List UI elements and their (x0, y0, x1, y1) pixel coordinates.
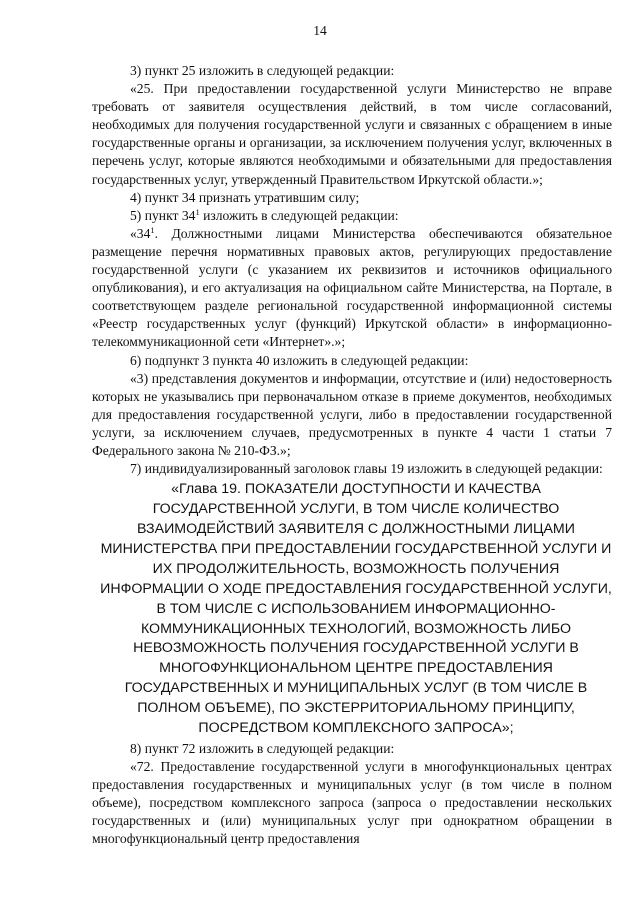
item-5-superscript: 1 (195, 206, 200, 217)
item-8: 8) пункт 72 изложить в следующей редакции: (130, 740, 395, 756)
item-4: 4) пункт 34 признать утратившим силу; (130, 189, 360, 205)
item-5-text-tail: изложить в следующей редакции: (199, 207, 399, 223)
quote-34-start: «34 (130, 225, 151, 241)
quote-paragraph-72: «72. Предоставление государственной услуги в многофункциональных центрах предоставления государственных и муниципальных услуг (в том числе в полном объеме), посредством комплексного запроса (запроса о предоставлении нескольких государственных и (или) муниципальных услуг при однократном обращении в многофункциональный центр предоставления (92, 759, 612, 847)
item-5-text: 5) пункт 34 (130, 207, 196, 223)
item-7: 7) индивидуализированный заголовок главы 19 изложить в следующей редакции: (130, 461, 603, 477)
item-3: 3) пункт 25 изложить в следующей редакции: (130, 63, 395, 78)
quote-paragraph-34-1 (92, 225, 612, 352)
item-5 (92, 207, 612, 225)
page-number: 14 (313, 23, 327, 38)
quote-34-superscript: 1 (150, 224, 155, 235)
quote-34-body: . Должностными лицами Министерства обеспечиваются обязательное размещение перечня нормативных правовых актов, регулирующих предоставление государственной услуги (с указанием их реквизитов и источников официального опубликования), и его актуализация на официальном сайте Министерства, на Портале, в соответствующем разделе региональной государственной информационной системы «Реестр государственных услуг (функций) Иркутской области» в информационно-телекоммуникационной сети «Интернет».»; (92, 225, 612, 350)
item-6: 6) подпункт 3 пункта 40 изложить в следующей редакции: (130, 352, 469, 368)
document-body (92, 62, 612, 849)
quote-subparagraph-3: «3) представления документов и информации, отсутствие и (или) недостоверность которых не указывались при первоначальном отказе в приеме документов, необходимых для предоставления государственной услуги, либо в предоставлении государственной услуги, за исключением случаев, предусмотренных в пункте 4 части 1 статьи 7 Федерального закона № 210-ФЗ.»; (92, 370, 612, 458)
quote-paragraph-25: «25. При предоставлении государственной услуги Министерство не вправе требовать от заявителя осуществления действий, в том числе согласований, необходимых для получения государственной услуги и связанных с обращением в иные государственные органы и организации, за исключением получения услуг, включенных в перечень услуг, которые являются необходимыми и обязательными для предоставления государственных услуг, утвержденный Правительством Иркутской области.»; (92, 81, 612, 187)
chapter-19-heading: «Глава 19. ПОКАЗАТЕЛИ ДОСТУПНОСТИ И КАЧЕСТВА ГОСУДАРСТВЕННОЙ УСЛУГИ, В ТОМ ЧИСЛЕ КОЛИЧЕСТВО ВЗАИМОДЕЙСТВИЙ ЗАЯВИТЕЛЯ С ДОЛЖНОСТНЫМИ ЛИЦАМИ МИНИСТЕРСТВА ПРИ ПРЕДОСТАВЛЕНИИ ГОСУДАРСТВЕННОЙ УСЛУГИ И ИХ ПРОДОЛЖИТЕЛЬНОСТЬ, ВОЗМОЖНОСТЬ ПОЛУЧЕНИЯ ИНФОРМАЦИИ О ХОДЕ ПРЕДОСТАВЛЕНИЯ ГОСУДАРСТВЕННОЙ УСЛУГИ, В ТОМ ЧИСЛЕ С ИСПОЛЬЗОВАНИЕМ ИНФОРМАЦИОННО-КОММУНИКАЦИОННЫХ ТЕХНОЛОГИЙ, ВОЗМОЖНОСТЬ ЛИБО НЕВОЗМОЖНОСТЬ ПОЛУЧЕНИЯ ГОСУДАРСТВЕННОЙ УСЛУГИ В МНОГОФУНКЦИОНАЛЬНОМ ЦЕНТРЕ ПРЕДОСТАВЛЕНИЯ ГОСУДАРСТВЕННЫХ И МУНИЦИПАЛЬНЫХ УСЛУГ (В ТОМ ЧИСЛЕ В ПОЛНОМ ОБЪЕМЕ), ПО ЭКСТЕРРИТОРИАЛЬНОМУ ПРИНЦИПУ, ПОСРЕДСТВОМ КОМПЛЕКСНОГО ЗАПРОСА»; (100, 481, 612, 737)
